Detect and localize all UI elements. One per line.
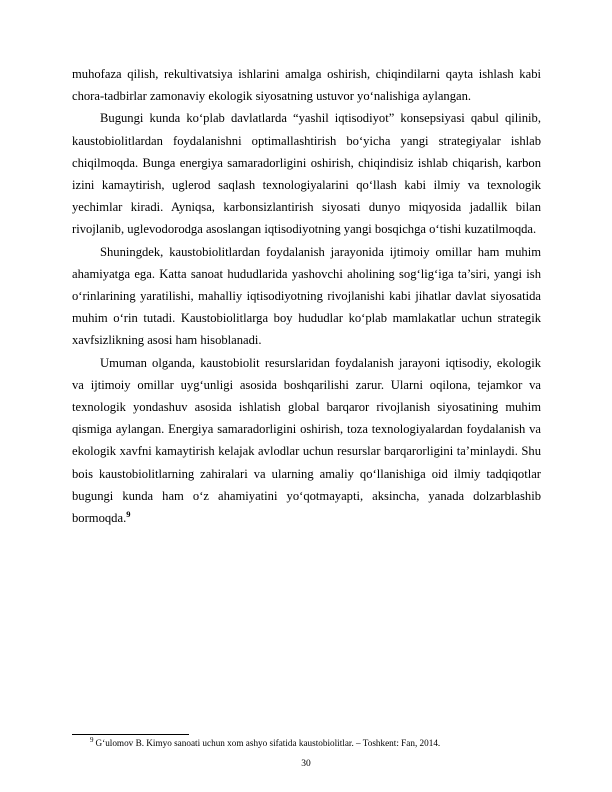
paragraph-4 [72, 352, 541, 530]
footnote-reference[interactable]: 9 [126, 508, 131, 519]
paragraph-1: muhofaza qilish, rekultivatsiya ishlarini amalga oshirish, chiqindilarni qayta ishlash kabi chora-tadbirlar zamonaviy ekologik siyosatning ustuvor yo‘nalishiga aylangan. [72, 67, 541, 104]
footnote-number: 9 [90, 735, 94, 744]
paragraph-3: Shuningdek, kaustobiolitlardan foydalanish jarayonida ijtimoiy omillar ham muhim ahamiyatga ega. Katta sanoat hududlarida yashovchi aholining sog‘lig‘iga ta’siri, yangi ish o‘rinlarining yaratilishi, mahalliy iqtisodiyotning rivojlanishi kabi jihatlar davlat siyosatida muhim o‘rin tutadi. Kaustobiolitlarga boy hududlar ko‘plab mamlakatlar uchun strategik xavfsizlikning asosi ham hisoblanadi. [72, 244, 541, 348]
page-number: 30 [301, 759, 311, 769]
document-body [72, 63, 541, 529]
footnote-text: G‘ulomov B. Kimyo sanoati uchun xom ashyo sifatida kaustobiolitlar. – Toshkent: Fan, 2014. [95, 738, 441, 748]
footnote [90, 737, 550, 749]
paragraph-4-text: Umuman olganda, kaustobiolit resurslaridan foydalanish jarayoni iqtisodiy, ekologik va ijtimoiy omillar uyg‘unligi asosida boshqarilishi zarur. Ularni oqilona, tejamkor va texnologik yondashuv asosida ishlatish global barqaror rivojlanish siyosatining muhim qismiga aylangan. Energiya samaradorligini oshirish, toza texnologiyalardan foydalanish va ekologik xavfni kamaytirish kelajak avlodlar uchun resurslar barqarorligini ta’minlaydi. Shu bois kaustobiolitlarning zahiralari va ularning amaliy qo‘llanishiga oid ilmiy tadqiqotlar bugungi kunda ham o‘z ahamiyatini yo‘qotmayapti, aksincha, yanada dolzarblashib bormoqda. [72, 355, 541, 526]
footnote-divider [72, 734, 189, 735]
paragraph-2: Bugungi kunda ko‘plab davlatlarda “yashil iqtisodiyot” konsepsiyasi qabul qilinib, kaustobiolitlardan foydalanishni optimallashtirish bo‘yicha yangi strategiyalar ishlab chiqilmoqda. Bunga energiya samaradorligini oshirish, chiqindisiz ishlab chiqarish, karbon izini kamaytirish, uglerod saqlash texnologiyalarini qo‘llash kabi ilmiy va texnologik yechimlar kiradi. Ayniqsa, karbonsizlantirish siyosati dunyo miqyosida jadallik bilan rivojlanib, uglevodorodga asoslangan iqtisodiyotning yangi bosqichga o‘tishi kuzatilmoqda. [72, 111, 541, 237]
